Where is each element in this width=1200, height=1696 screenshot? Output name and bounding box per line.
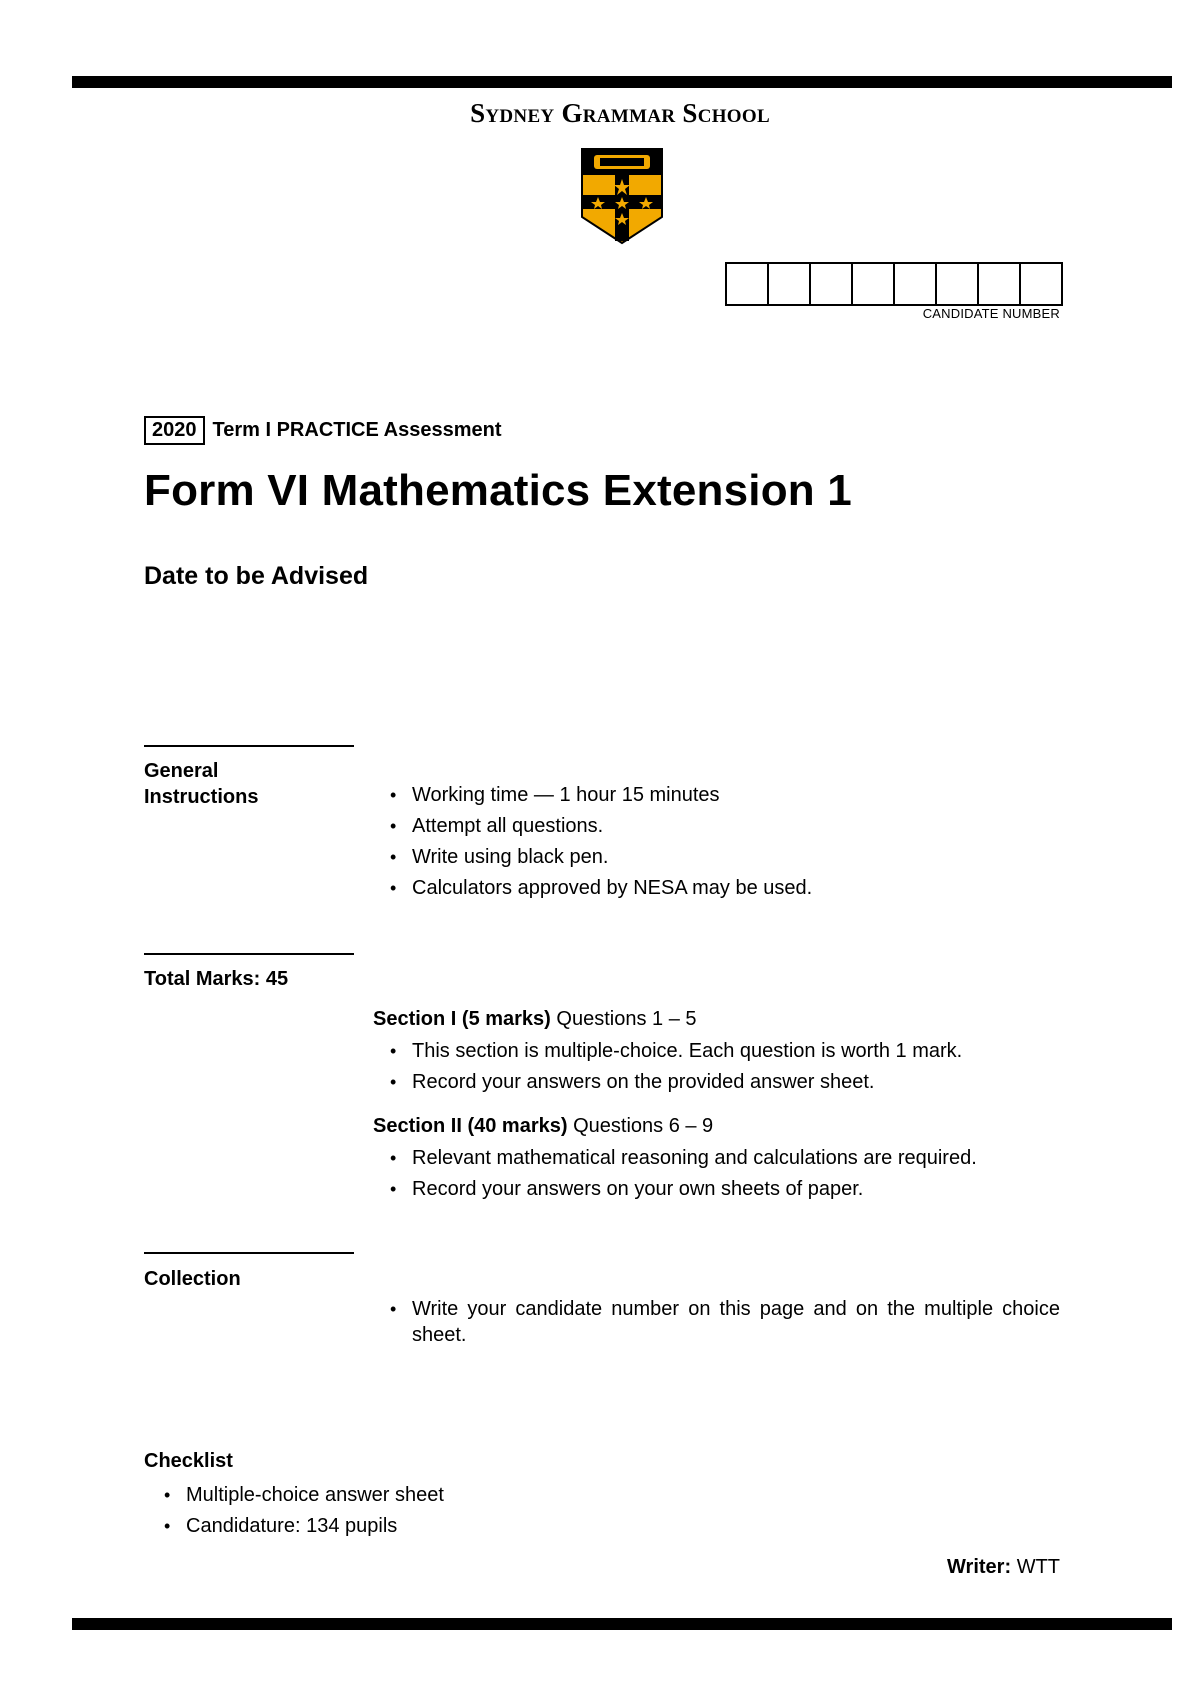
section1-heading [373,1008,697,1031]
list-item: • Candidature: 134 pupils [162,1511,444,1542]
list-item: • Write using black pen. [388,842,812,873]
school-crest-icon [580,147,664,245]
heading-line: General [144,760,219,782]
candidate-digit-box[interactable] [895,264,937,304]
section1-questions: Questions 1 – 5 [556,1008,697,1030]
section2-title: Section II (40 marks) [373,1115,568,1137]
section-divider [144,1252,354,1254]
section2-list [388,1143,977,1205]
list-item: • This section is multiple-choice. Each question is worth 1 mark. [388,1036,962,1067]
term-label: Term I PRACTICE Assessment [212,419,502,441]
checklist-heading: Checklist [144,1450,233,1472]
writer-label: Writer: [947,1556,1012,1578]
candidate-digit-box[interactable] [727,264,769,304]
general-instructions-list [388,780,812,904]
section-divider [144,953,354,955]
candidate-digit-box[interactable] [937,264,979,304]
list-item: • Calculators approved by NESA may be used. [388,873,812,904]
list-item: • Working time — 1 hour 15 minutes [388,780,812,811]
writer-credit [860,1556,1060,1579]
candidate-digit-box[interactable] [769,264,811,304]
candidate-number-boxes[interactable] [725,262,1063,306]
exam-title: Form VI Mathematics Extension 1 [144,466,852,515]
exam-date: Date to be Advised [144,562,369,590]
section2-questions: Questions 6 – 9 [573,1115,714,1137]
section-divider [144,745,354,747]
top-rule [72,76,1172,88]
section2-heading [373,1115,713,1138]
writer-name: WTT [1016,1556,1060,1578]
collection-instructions [388,1296,1060,1348]
list-item: • Multiple-choice answer sheet [162,1480,444,1511]
candidate-digit-box[interactable] [853,264,895,304]
list-item: • Relevant mathematical reasoning and calculations are required. [388,1143,977,1174]
candidate-digit-box[interactable] [811,264,853,304]
year-badge: 2020 [144,416,205,445]
heading-line: Instructions [144,786,259,808]
list-item: • Record your answers on your own sheets of paper. [388,1174,977,1205]
bottom-rule [72,1618,1172,1630]
total-marks-label: Total Marks: 45 [144,968,289,990]
list-item: • Record your answers on the provided answer sheet. [388,1067,962,1098]
collection-heading: Collection [144,1268,241,1290]
list-item: • Write your candidate number on this page and on the multiple choice sheet. [388,1296,1060,1348]
list-item: • Attempt all questions. [388,811,812,842]
term-line [144,416,501,445]
section1-title: Section I (5 marks) [373,1008,551,1030]
candidate-digit-box[interactable] [979,264,1021,304]
candidate-number-label: CANDIDATE NUMBER [922,306,1060,321]
school-name: Sydney Grammar School [470,98,770,128]
general-instructions-heading [144,758,258,810]
section1-list [388,1036,962,1098]
candidate-digit-box[interactable] [1021,264,1061,304]
checklist-list [162,1480,444,1542]
